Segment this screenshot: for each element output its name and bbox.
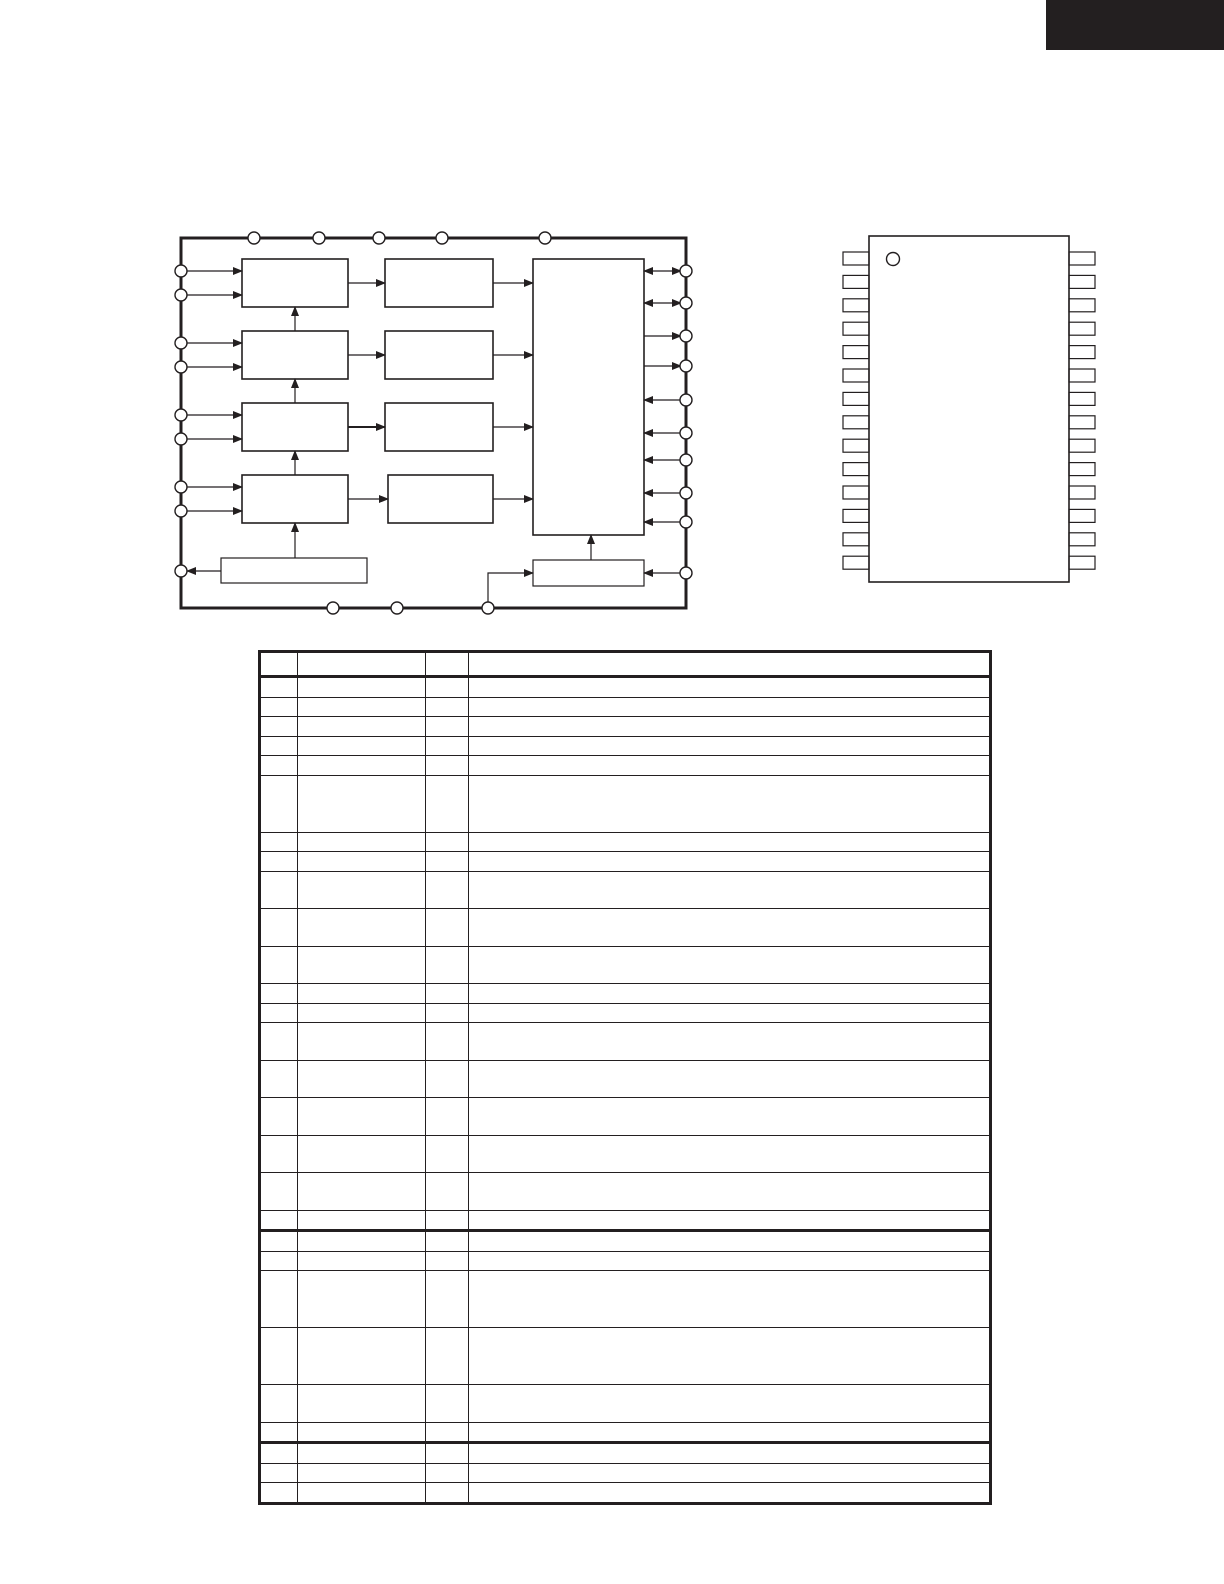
package-pin-left [843, 369, 869, 382]
cell-io [426, 1003, 469, 1023]
package-pin-right [1069, 463, 1095, 476]
table-row [260, 1463, 991, 1483]
package-pin-left [843, 346, 869, 359]
package-pin-left [843, 556, 869, 569]
cell-description [469, 1173, 991, 1211]
package-pin-left [843, 463, 869, 476]
package-pin-left [843, 486, 869, 499]
cell-io [426, 1098, 469, 1136]
table-row [260, 1003, 991, 1023]
table-row [260, 717, 991, 737]
table-row [260, 1422, 991, 1443]
cell-description [469, 1271, 991, 1328]
cell-pin-name [298, 1023, 426, 1061]
cell-io [426, 1135, 469, 1173]
table-row [260, 1483, 991, 1504]
cell-description [469, 1463, 991, 1483]
cell-pin-no [260, 1210, 298, 1231]
cell-pin-no [260, 775, 298, 832]
ic-outline [181, 238, 686, 608]
cell-io [426, 1328, 469, 1385]
cell-pin-name [298, 1060, 426, 1098]
cell-pin-name [298, 1003, 426, 1023]
package-pin-right [1069, 556, 1095, 569]
cell-pin-name [298, 946, 426, 984]
cell-pin-no [260, 852, 298, 872]
table-row [260, 1173, 991, 1211]
input-block-3 [242, 403, 348, 451]
header-io [426, 652, 469, 677]
cell-io [426, 1271, 469, 1328]
cell-pin-no [260, 736, 298, 756]
cell-pin-name [298, 852, 426, 872]
process-block-3 [385, 403, 493, 451]
package-pin-right [1069, 439, 1095, 452]
cell-description [469, 775, 991, 832]
input-block-2 [242, 331, 348, 379]
cell-pin-no [260, 1023, 298, 1061]
cell-description [469, 871, 991, 909]
cell-description [469, 1422, 991, 1443]
cell-io [426, 697, 469, 717]
table-row [260, 1271, 991, 1328]
cell-pin-no [260, 1385, 298, 1423]
cell-description [469, 697, 991, 717]
table-row [260, 1060, 991, 1098]
block-diagram-figure [0, 0, 1224, 640]
package-pin-right [1069, 416, 1095, 429]
process-block-4 [388, 475, 493, 523]
cell-io [426, 1385, 469, 1423]
cell-pin-name [298, 1463, 426, 1483]
cell-pin-no [260, 1003, 298, 1023]
cell-io [426, 1422, 469, 1443]
cell-pin-no [260, 946, 298, 984]
cell-description [469, 832, 991, 852]
table-row [260, 946, 991, 984]
cell-pin-no [260, 1173, 298, 1211]
process-block-1 [385, 259, 493, 307]
cell-pin-name [298, 832, 426, 852]
cell-pin-no [260, 1135, 298, 1173]
cell-description [469, 984, 991, 1004]
package-pin-right [1069, 299, 1095, 312]
cell-pin-name [298, 1210, 426, 1231]
cell-description [469, 1385, 991, 1423]
cell-pin-no [260, 717, 298, 737]
cell-description [469, 1003, 991, 1023]
cell-pin-name [298, 756, 426, 776]
bias-block [221, 558, 367, 583]
cell-io [426, 1443, 469, 1464]
cell-pin-name [298, 871, 426, 909]
cell-io [426, 1173, 469, 1211]
cell-pin-no [260, 677, 298, 698]
table-row [260, 984, 991, 1004]
cell-description [469, 852, 991, 872]
cell-pin-name [298, 1251, 426, 1271]
package-pin-right [1069, 533, 1095, 546]
table-header-row [260, 652, 991, 677]
package-pin-right [1069, 392, 1095, 405]
cell-io [426, 1210, 469, 1231]
cell-pin-name [298, 677, 426, 698]
cell-pin-no [260, 697, 298, 717]
package-pin-left [843, 322, 869, 335]
cell-pin-no [260, 1098, 298, 1136]
table-row [260, 1251, 991, 1271]
cell-pin-no [260, 984, 298, 1004]
cell-pin-name [298, 1483, 426, 1504]
cell-io [426, 1463, 469, 1483]
cell-pin-name [298, 717, 426, 737]
table-row [260, 1443, 991, 1464]
cell-io [426, 756, 469, 776]
pin1-marker-icon [887, 253, 900, 266]
package-body [869, 236, 1069, 582]
header-pin-name [298, 652, 426, 677]
cell-description [469, 1328, 991, 1385]
cell-io [426, 1023, 469, 1061]
table-row [260, 775, 991, 832]
interface-block [533, 560, 644, 586]
cell-pin-no [260, 909, 298, 947]
table-row [260, 1098, 991, 1136]
cell-io [426, 852, 469, 872]
package-pin-right [1069, 346, 1095, 359]
cell-description [469, 1210, 991, 1231]
package-pin-left [843, 252, 869, 265]
cell-pin-no [260, 1483, 298, 1504]
cell-pin-name [298, 775, 426, 832]
package-pin-left [843, 275, 869, 288]
cell-io [426, 736, 469, 756]
cell-description [469, 756, 991, 776]
table-row [260, 852, 991, 872]
cell-pin-name [298, 1443, 426, 1464]
cell-io [426, 871, 469, 909]
table-row [260, 677, 991, 698]
cell-io [426, 1231, 469, 1252]
cell-description [469, 1060, 991, 1098]
cell-pin-no [260, 1231, 298, 1252]
package-pin-right [1069, 275, 1095, 288]
input-block-4 [242, 475, 348, 523]
table-row [260, 756, 991, 776]
table-row [260, 1231, 991, 1252]
cell-description [469, 1098, 991, 1136]
cell-pin-no [260, 756, 298, 776]
package-pin-right [1069, 509, 1095, 522]
pin-description-table [258, 650, 992, 1505]
package-pin-left [843, 299, 869, 312]
package-pin-left [843, 416, 869, 429]
cell-pin-name [298, 697, 426, 717]
cell-pin-no [260, 1060, 298, 1098]
cell-description [469, 909, 991, 947]
cell-io [426, 946, 469, 984]
cell-pin-name [298, 1271, 426, 1328]
package-pin-left [843, 533, 869, 546]
cell-description [469, 717, 991, 737]
cell-pin-no [260, 832, 298, 852]
table-row [260, 697, 991, 717]
package-pin-right [1069, 369, 1095, 382]
cell-description [469, 946, 991, 984]
cell-pin-name [298, 1385, 426, 1423]
table-row [260, 1385, 991, 1423]
cell-description [469, 1135, 991, 1173]
cell-description [469, 1251, 991, 1271]
package-pin-left [843, 439, 869, 452]
cell-pin-no [260, 1251, 298, 1271]
cell-pin-name [298, 1135, 426, 1173]
package-pin-left [843, 392, 869, 405]
cell-pin-name [298, 1328, 426, 1385]
cell-pin-name [298, 1231, 426, 1252]
cell-pin-name [298, 909, 426, 947]
table-row [260, 871, 991, 909]
package-pin-right [1069, 252, 1095, 265]
cell-io [426, 1483, 469, 1504]
process-block-2 [385, 331, 493, 379]
cell-pin-no [260, 1463, 298, 1483]
cell-pin-no [260, 1271, 298, 1328]
cell-pin-name [298, 736, 426, 756]
cell-io [426, 775, 469, 832]
cell-io [426, 909, 469, 947]
cell-pin-no [260, 1443, 298, 1464]
table-row [260, 1328, 991, 1385]
cell-pin-name [298, 1173, 426, 1211]
control-block [533, 259, 644, 535]
package-outline [843, 236, 1095, 582]
header-description [469, 652, 991, 677]
cell-description [469, 1023, 991, 1061]
table-row [260, 1210, 991, 1231]
table-row [260, 1023, 991, 1061]
package-pin-left [843, 509, 869, 522]
cell-description [469, 1443, 991, 1464]
table-row [260, 736, 991, 756]
package-pin-right [1069, 322, 1095, 335]
cell-description [469, 1231, 991, 1252]
cell-pin-name [298, 1098, 426, 1136]
cell-pin-name [298, 1422, 426, 1443]
cell-io [426, 1251, 469, 1271]
cell-pin-name [298, 984, 426, 1004]
cell-io [426, 1060, 469, 1098]
table-row [260, 832, 991, 852]
cell-description [469, 1483, 991, 1504]
cell-pin-no [260, 1328, 298, 1385]
table-row [260, 1135, 991, 1173]
cell-io [426, 984, 469, 1004]
cell-pin-no [260, 1422, 298, 1443]
cell-description [469, 736, 991, 756]
cell-pin-no [260, 871, 298, 909]
cell-description [469, 677, 991, 698]
input-block-1 [242, 259, 348, 307]
cell-io [426, 677, 469, 698]
cell-io [426, 832, 469, 852]
cell-io [426, 717, 469, 737]
package-pin-right [1069, 486, 1095, 499]
header-pin-no [260, 652, 298, 677]
table-row [260, 909, 991, 947]
